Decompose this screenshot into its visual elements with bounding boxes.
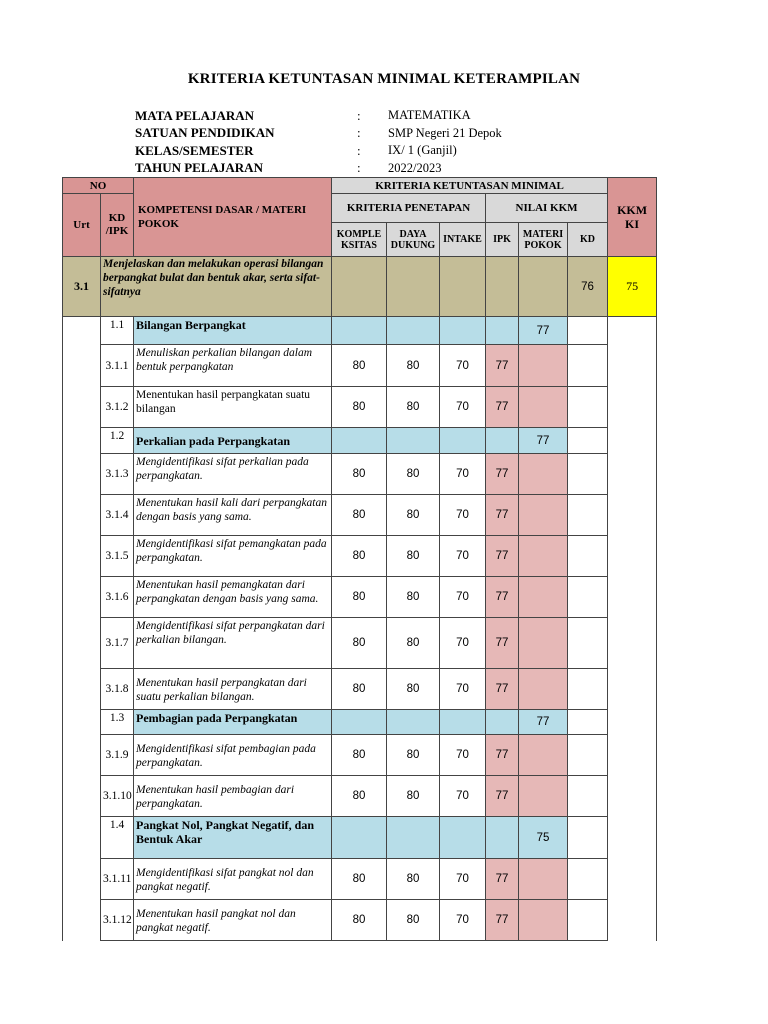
info-label: TAHUN PELAJARAN xyxy=(135,160,263,176)
intake-value: 70 xyxy=(440,618,486,669)
kompleksitas-value: 80 xyxy=(332,495,387,536)
daya-dukung-value: 80 xyxy=(387,536,440,577)
ipk-row xyxy=(63,387,657,428)
ipk-row xyxy=(63,900,657,941)
materi-pokok-row xyxy=(63,710,657,735)
kd-number: 3.1 xyxy=(63,257,101,317)
ipk-row xyxy=(63,577,657,618)
ipk-description: Menentukan hasil pangkat nol dan pangkat negatif. xyxy=(134,900,332,941)
ipk-row xyxy=(63,495,657,536)
materi-pokok-number: 1.1 xyxy=(101,317,134,345)
ipk-description: Menentukan hasil kali dari perpangkatan dengan basis yang sama. xyxy=(134,495,332,536)
ipk-row xyxy=(63,618,657,669)
materi-pokok-name: Pembagian pada Perpangkatan xyxy=(134,710,332,735)
header-kd-ipk: KD /IPK xyxy=(101,194,134,257)
ipk-value: 77 xyxy=(486,859,519,900)
ipk-description: Mengidentifikasi sifat pangkat nol dan pangkat negatif. xyxy=(134,859,332,900)
ipk-number: 3.1.4 xyxy=(101,495,134,536)
header-kriteria-penetapan: KRITERIA PENETAPAN xyxy=(332,194,486,223)
header-kkm-ki: KKM KI xyxy=(608,178,657,257)
daya-dukung-value: 80 xyxy=(387,735,440,776)
ipk-description: Menentukan hasil perpangkatan dari suatu perkalian bilangan. xyxy=(134,669,332,710)
materi-pokok-row xyxy=(63,428,657,454)
ipk-description: Menentukan hasil pembagian dari perpangkatan. xyxy=(134,776,332,817)
ipk-value: 77 xyxy=(486,345,519,387)
materi-pokok-value: 75 xyxy=(519,817,568,859)
ipk-row xyxy=(63,776,657,817)
intake-value: 70 xyxy=(440,776,486,817)
daya-dukung-value: 80 xyxy=(387,859,440,900)
ipk-number: 3.1.7 xyxy=(101,618,134,669)
ipk-value: 77 xyxy=(486,536,519,577)
intake-value: 70 xyxy=(440,387,486,428)
ipk-number: 3.1.6 xyxy=(101,577,134,618)
daya-dukung-value: 80 xyxy=(387,454,440,495)
intake-value: 70 xyxy=(440,454,486,495)
info-value: 2022/2023 xyxy=(388,160,442,175)
header-kd: KD xyxy=(568,223,608,257)
ipk-row xyxy=(63,536,657,577)
ipk-value: 77 xyxy=(486,900,519,941)
info-colon: : xyxy=(357,142,361,158)
materi-pokok-number: 1.4 xyxy=(101,817,134,859)
daya-dukung-value: 80 xyxy=(387,387,440,428)
intake-value: 70 xyxy=(440,345,486,387)
info-value: MATEMATIKA xyxy=(388,108,471,123)
kompleksitas-value: 80 xyxy=(332,735,387,776)
intake-value: 70 xyxy=(440,577,486,618)
header-urt: Urt xyxy=(63,194,101,257)
info-colon: : xyxy=(357,160,361,176)
ipk-number: 3.1.12 xyxy=(101,900,134,941)
materi-pokok-value: 77 xyxy=(519,317,568,345)
kd-value: 76 xyxy=(568,257,608,317)
ipk-number: 3.1.8 xyxy=(101,669,134,710)
ipk-number: 3.1.1 xyxy=(101,345,134,387)
ipk-description: Mengidentifikasi sifat perpangkatan dari perkalian bilangan. xyxy=(134,618,332,669)
kompleksitas-value: 80 xyxy=(332,577,387,618)
ipk-number: 3.1.9 xyxy=(101,735,134,776)
materi-pokok-row xyxy=(63,317,657,345)
header-kompetensi: KOMPETENSI DASAR / MATERI POKOK xyxy=(134,178,332,257)
document-info xyxy=(135,107,502,177)
kompleksitas-value: 80 xyxy=(332,900,387,941)
kompleksitas-value: 80 xyxy=(332,387,387,428)
ipk-description: Menentukan hasil perpangkatan suatu bilangan xyxy=(134,387,332,428)
ipk-value: 77 xyxy=(486,387,519,428)
ipk-description: Menuliskan perkalian bilangan dalam bentuk perpangkatan xyxy=(134,345,332,387)
header-ipk: IPK xyxy=(486,223,519,257)
intake-value: 70 xyxy=(440,669,486,710)
header-kkm-group: KRITERIA KETUNTASAN MINIMAL xyxy=(332,178,608,194)
ipk-row xyxy=(63,669,657,710)
info-row-subject xyxy=(135,107,502,125)
intake-value: 70 xyxy=(440,859,486,900)
header-materi-pokok: MATERI POKOK xyxy=(519,223,568,257)
intake-value: 70 xyxy=(440,495,486,536)
materi-pokok-name: Pangkat Nol, Pangkat Negatif, dan Bentuk Akar xyxy=(134,817,332,859)
ipk-description: Menentukan hasil pemangkatan dari perpangkatan dengan basis yang sama. xyxy=(134,577,332,618)
header-no: NO xyxy=(63,178,134,194)
ipk-value: 77 xyxy=(486,735,519,776)
kd-description: Menjelaskan dan melakukan operasi bilangan berpangkat bulat dan bentuk akar, serta sifat-sifatnya xyxy=(101,257,332,317)
kkm-table xyxy=(62,177,657,941)
intake-value: 70 xyxy=(440,900,486,941)
ipk-description: Mengidentifikasi sifat pembagian pada perpangkatan. xyxy=(134,735,332,776)
info-value: SMP Negeri 21 Depok xyxy=(388,125,502,140)
materi-pokok-name: Perkalian pada Perpangkatan xyxy=(134,428,332,454)
header-nilai-kkm: NILAI KKM xyxy=(486,194,608,223)
ipk-row xyxy=(63,454,657,495)
info-row-class xyxy=(135,142,502,160)
materi-pokok-value: 77 xyxy=(519,710,568,735)
materi-pokok-number: 1.2 xyxy=(101,428,134,454)
kompleksitas-value: 80 xyxy=(332,345,387,387)
daya-dukung-value: 80 xyxy=(387,345,440,387)
info-row-year xyxy=(135,160,502,178)
daya-dukung-value: 80 xyxy=(387,669,440,710)
materi-pokok-number: 1.3 xyxy=(101,710,134,735)
ipk-value: 77 xyxy=(486,618,519,669)
daya-dukung-value: 80 xyxy=(387,900,440,941)
kompleksitas-value: 80 xyxy=(332,536,387,577)
daya-dukung-value: 80 xyxy=(387,577,440,618)
info-colon: : xyxy=(357,107,361,123)
kompleksitas-value: 80 xyxy=(332,859,387,900)
header-kompleksitas: KOMPLE KSITAS xyxy=(332,223,387,257)
daya-dukung-value: 80 xyxy=(387,495,440,536)
kkm-ki-value: 75 xyxy=(608,257,657,317)
intake-value: 70 xyxy=(440,536,486,577)
kd-row xyxy=(63,257,657,317)
info-value: IX/ 1 (Ganjil) xyxy=(388,143,457,158)
kompleksitas-value: 80 xyxy=(332,669,387,710)
materi-pokok-value: 77 xyxy=(519,428,568,454)
ipk-value: 77 xyxy=(486,577,519,618)
kompleksitas-value: 80 xyxy=(332,454,387,495)
ipk-row xyxy=(63,735,657,776)
document-title: KRITERIA KETUNTASAN MINIMAL KETERAMPILAN xyxy=(187,71,581,87)
header-intake: INTAKE xyxy=(440,223,486,257)
ipk-row xyxy=(63,859,657,900)
ipk-number: 3.1.11 xyxy=(101,859,134,900)
info-row-school xyxy=(135,125,502,143)
ipk-row xyxy=(63,345,657,387)
ipk-description: Mengidentifikasi sifat pemangkatan pada perpangkatan. xyxy=(134,536,332,577)
info-label: SATUAN PENDIDIKAN xyxy=(135,125,275,141)
ipk-value: 77 xyxy=(486,495,519,536)
kompleksitas-value: 80 xyxy=(332,776,387,817)
ipk-value: 77 xyxy=(486,454,519,495)
info-label: MATA PELAJARAN xyxy=(135,107,255,123)
ipk-description: Mengidentifikasi sifat perkalian pada perpangkatan. xyxy=(134,454,332,495)
materi-pokok-row xyxy=(63,817,657,859)
intake-value: 70 xyxy=(440,735,486,776)
ipk-number: 3.1.2 xyxy=(101,387,134,428)
ipk-value: 77 xyxy=(486,669,519,710)
ipk-value: 77 xyxy=(486,776,519,817)
ipk-number: 3.1.5 xyxy=(101,536,134,577)
ipk-number: 3.1.10 xyxy=(101,776,134,817)
info-label: KELAS/SEMESTER xyxy=(135,142,254,158)
daya-dukung-value: 80 xyxy=(387,776,440,817)
ipk-number: 3.1.3 xyxy=(101,454,134,495)
daya-dukung-value: 80 xyxy=(387,618,440,669)
materi-pokok-name: Bilangan Berpangkat xyxy=(134,317,332,345)
kompleksitas-value: 80 xyxy=(332,618,387,669)
info-colon: : xyxy=(357,125,361,141)
header-daya-dukung: DAYA DUKUNG xyxy=(387,223,440,257)
